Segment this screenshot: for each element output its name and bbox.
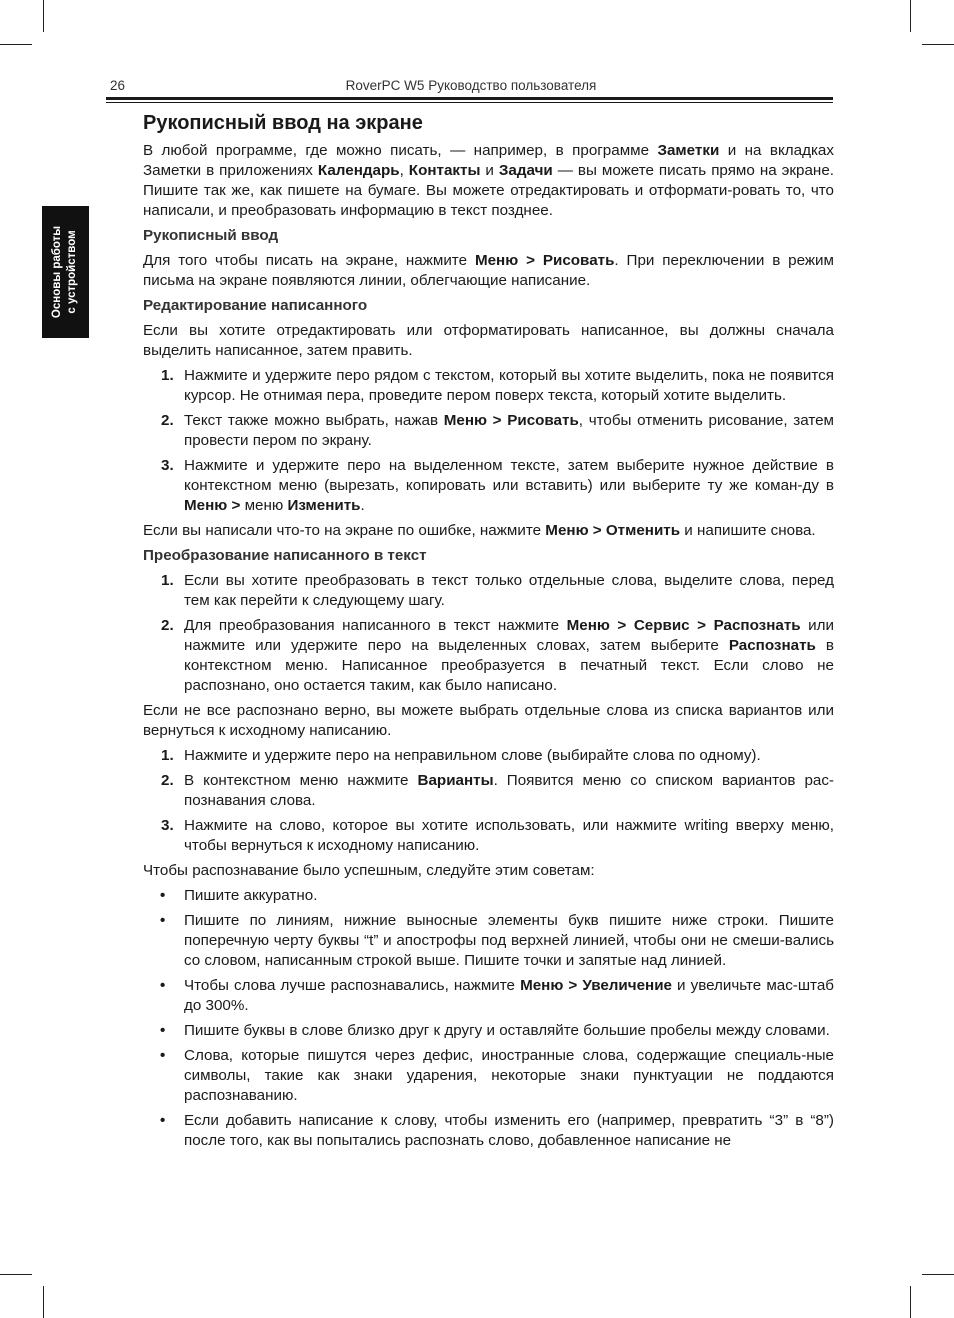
bold-term: Меню > Сервис > Распознать [566,617,801,634]
text-run: В контекстном меню нажмите [184,772,418,789]
text-run: или нажмите или удержите перо на выделенных словах, затем выберите [184,617,835,654]
page-header [110,78,832,98]
crop-mark [922,1274,954,1275]
list-item [143,571,834,611]
list-number: 2. [161,412,174,429]
bold-term: Календарь [317,162,400,179]
paragraph [143,251,834,291]
bullet-icon: • [160,977,166,994]
numbered-list [143,366,834,516]
bullet-icon: • [160,887,166,904]
list-number: 1. [161,572,174,589]
crop-mark [922,44,954,45]
numbered-list [143,571,834,696]
list-number: 1. [161,747,174,764]
bold-term: Изменить [287,497,361,514]
crop-mark [910,0,911,32]
paragraph: Если вы хотите отредактировать или отформатировать написанное, вы должны сначала выделить написанное, затем править. [143,322,834,359]
section-heading: Рукописный ввод на экране [143,112,423,134]
text-run: Слова, которые пишутся через дефис, иностранные слова, содержащие специаль-ные символы, такие как знаки ударения, некоторые знаки пунктуации не поддаются распознаванию. [184,1047,834,1104]
text-run: . [360,497,365,514]
list-number: 1. [161,367,174,384]
crop-mark [0,44,32,45]
bold-term: Заметки [657,142,720,159]
text-run: Пишите буквы в слове близко друг к другу и оставляйте большие пробелы между словами. [184,1022,830,1039]
text-run: Нажмите и удержите перо на неправильном слове (выбирайте слова по одному). [184,747,761,764]
text-run: Если вы написали что-то на экране по ошибке, нажмите [143,522,546,539]
numbered-list [143,746,834,856]
list-item [143,1046,834,1106]
intro-paragraph [143,141,834,221]
list-item [143,816,834,856]
text-run: и [480,162,499,179]
subheading: Редактирование написанного [143,297,368,314]
bold-term: Меню > Рисовать [443,412,579,429]
crop-mark [43,0,44,32]
bullet-icon: • [160,912,166,929]
side-tab-line: с устройством [66,230,79,314]
bullet-list [143,886,834,1151]
text-run: . При переключении в режим письма на экране появляются линии, облегчающие написание. [143,252,834,289]
bold-term: Меню > Рисовать [474,252,615,269]
bold-term: Контакты [408,162,481,179]
list-item [143,1021,834,1041]
section-side-tab [42,206,89,338]
list-number: 3. [161,457,174,474]
list-item [143,886,834,906]
list-item [143,976,834,1016]
page-number: 26 [110,78,126,93]
text-run: Нажмите и удержите перо на выделенном тексте, затем выберите нужное действие в контекстном меню (вырезать, копировать или вставить) или выберите ту же коман-ду в [184,457,834,494]
bold-term: Меню > Увеличение [520,977,672,994]
text-run: Для преобразования написанного в текст нажмите [184,617,567,634]
crop-mark [910,1286,911,1318]
list-number: 3. [161,817,174,834]
text-run: Пишите аккуратно. [184,887,318,904]
list-number: 2. [161,772,174,789]
bold-term: Меню > Отменить [545,522,681,539]
text-run: Пишите по линиям, нижние выносные элементы букв пишите ниже строки. Пишите поперечную черту буквы “t” и апострофы под верхней линией, чтобы они не смеши-вались со словом, написанным строкой выше. Пишите точки и запятые над линией. [184,912,834,969]
list-item [143,746,834,766]
bullet-icon: • [160,1047,166,1064]
list-item [143,616,834,696]
bold-term: Варианты [417,772,494,789]
text-run: и напишите снова. [680,522,816,539]
bullet-icon: • [160,1112,166,1129]
text-run: — вы можете писать прямо на экране. Пишите так же, как пишете на бумаге. Вы можете отредактировать и отформати-ровать то, что написали, и преобразовать информацию в текст позднее. [143,162,834,219]
list-item [143,456,834,516]
page-content [143,107,834,1156]
text-run: Если добавить написание к слову, чтобы изменить его (например, превратить “3” в “8”) после того, как вы попытались распознать слово, добавленное написание не [184,1112,834,1149]
text-run: , чтобы отменить рисование, затем провести пером по экрану. [184,412,834,449]
bullet-icon: • [160,1022,166,1039]
text-run: Нажмите на слово, которое вы хотите использовать, или нажмите writing вверху меню, чтобы вернуться к исходному написанию. [184,817,834,854]
text-run: и увеличьте мас-штаб до 300%. [184,977,834,1014]
text-run: меню [240,497,288,514]
paragraph: Если не все распознано верно, вы можете выбрать отдельные слова из списка вариантов или вернуться к исходному написанию. [143,702,834,739]
text-run: Если вы хотите преобразовать в текст только отдельные слова, выделите слова, перед тем как перейти к следующему шагу. [184,572,834,609]
text-run: Текст также можно выбрать, нажав [184,412,444,429]
bold-term: Распознать [728,637,816,654]
text-run: Для того чтобы писать на экране, нажмите [143,252,475,269]
header-rule [106,102,833,103]
crop-mark [43,1286,44,1318]
list-item [143,366,834,406]
text-run: в контекстном меню. Написанное преобразуется в печатный текст. Если слово не распознано, оно остается таким, как было написано. [184,637,834,694]
text-run: . Появится меню со списком вариантов рас-познавания слова. [184,772,834,809]
text-run: В любой программе, где можно писать, — например, в программе [143,142,658,159]
text-run: Чтобы слова лучше распознавались, нажмите [184,977,521,994]
text-run: и на вкладках Заметки в приложениях [143,142,834,179]
text-run: Нажмите и удержите перо рядом с текстом, который вы хотите выделить, пока не появится курсор. Не отнимая пера, проведите пером поверх текста, который хотите выделить. [184,367,834,404]
list-number: 2. [161,617,174,634]
paragraph: Чтобы распознавание было успешным, следуйте этим советам: [143,862,595,879]
crop-mark [0,1274,32,1275]
running-title: RoverPC W5 Руководство пользователя [345,78,597,93]
list-item [143,1111,834,1151]
list-item [143,911,834,971]
header-rule [106,97,833,100]
list-item [143,771,834,811]
list-item [143,411,834,451]
bold-term: Задачи [498,162,553,179]
side-tab-line: Основы работы [51,225,64,319]
subheading: Преобразование написанного в текст [143,547,427,564]
subheading: Рукописный ввод [143,227,279,244]
text-run: , [399,162,409,179]
bold-term: Меню > [184,497,241,514]
paragraph [143,521,834,541]
